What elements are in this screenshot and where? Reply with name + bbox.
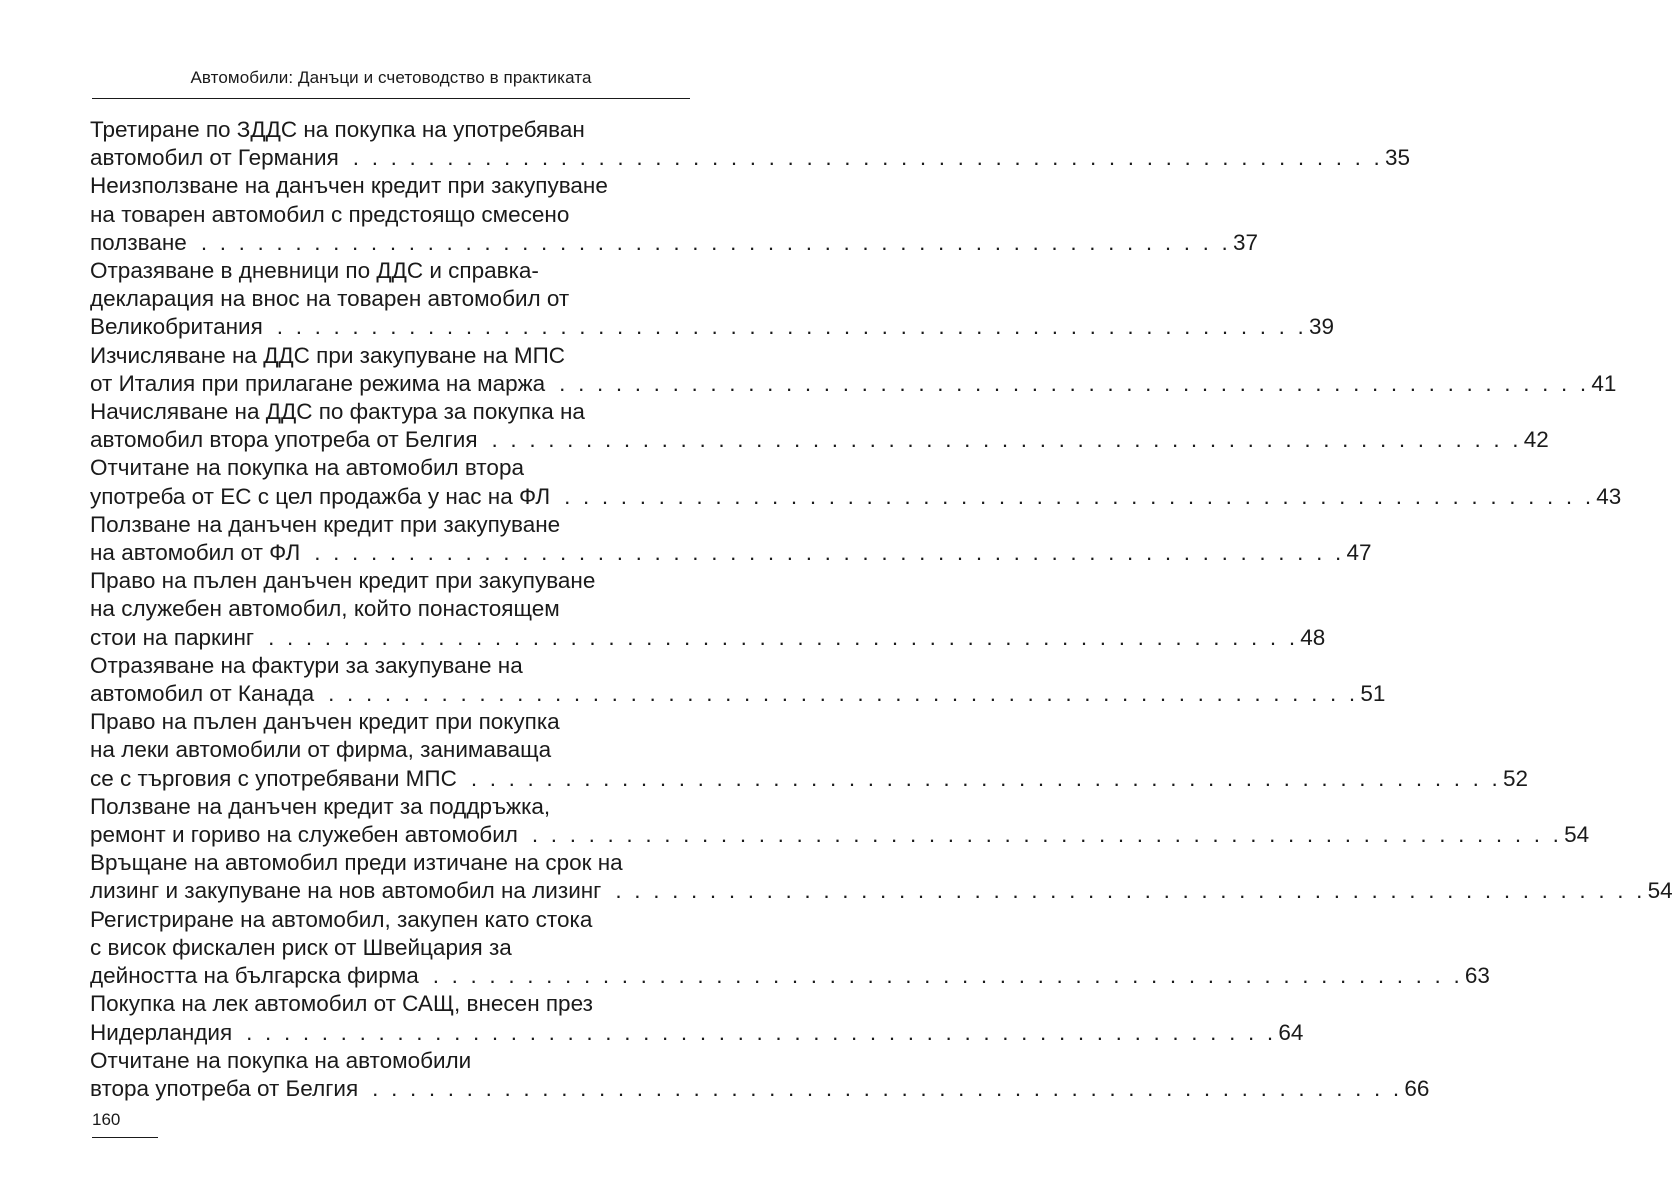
dot-leader: . . . . . . . . . . . . . . . . . . . . . . . . . . . . . . . . . . . . . . . . . . . . . . . . . . . . . . . (615, 878, 1646, 904)
toc-entry-title-line: Нидерландия (90, 1019, 233, 1045)
toc-entry-title-line: ползване (90, 229, 187, 255)
dot-leader: . . . . . . . . . . . . . . . . . . . . . . . . . . . . . . . . . . . . . . . . . . . . . . . . . . . . . . . (352, 145, 1383, 171)
toc-entry-title-line: Отразяване в дневници по ДДС и справка- (90, 258, 539, 284)
toc-page-number: 48 (1300, 624, 1326, 650)
toc-entry-last-line (90, 313, 1335, 341)
toc-page-number: 43 (1596, 483, 1622, 509)
toc-page-number: 54 (1647, 878, 1673, 904)
toc-entry-title-line: декларация на внос на товарен автомобил от (90, 286, 570, 312)
toc-entry-title-line: автомобил от Германия (90, 145, 339, 171)
toc-entry-title-line: на автомобил от ФЛ (90, 540, 301, 566)
dot-leader: . . . . . . . . . . . . . . . . . . . . . . . . . . . . . . . . . . . . . . . . . . . . . . . . . . . . . . . (564, 483, 1595, 509)
toc-entry-title-line: Ползване на данъчен кредит при закупуване (90, 511, 561, 537)
toc-entry-title-line: Право на пълен данъчен кредит при закупуване (90, 568, 596, 594)
toc-entry-title-line: дейността на българска фирма (90, 963, 419, 989)
toc-entry-title-line: втора употреба от Белгия (90, 1075, 359, 1101)
toc-entry-title-line: на товарен автомобил с предстоящо смесено (90, 201, 570, 227)
dot-leader: . . . . . . . . . . . . . . . . . . . . . . . . . . . . . . . . . . . . . . . . . . . . . . . . . . . . . . . (559, 370, 1590, 396)
toc-entry (90, 990, 1304, 1046)
toc-entry (90, 511, 1372, 567)
toc-entry (90, 172, 1259, 257)
toc-entry-title-line: се с търговия с употребявани МПС (90, 765, 457, 791)
toc-entry-title-line: Регистриране на автомобил, закупен като стока (90, 906, 593, 932)
toc-page-number: 35 (1384, 145, 1411, 171)
toc-entry-title-line: Третиране по ЗДДС на покупка на употребяван (90, 117, 585, 142)
toc-entry-last-line (90, 680, 1386, 708)
toc-entry-title-line: лизинг и закупуване на нов автомобил на лизинг (90, 878, 602, 904)
toc-entry-last-line (90, 765, 1529, 793)
toc-page-number: 54 (1564, 822, 1590, 848)
toc-entry-last-line (90, 229, 1259, 257)
toc-entry (90, 257, 1335, 342)
dot-leader: . . . . . . . . . . . . . . . . . . . . . . . . . . . . . . . . . . . . . . . . . . . . . . . . . . . . . . . (470, 765, 1501, 791)
running-header: Автомобили: Данъци и счетоводство в практиката (190, 68, 592, 87)
toc-entry (90, 1047, 1430, 1103)
toc-entry-last-line (90, 962, 1490, 990)
toc-entry-last-line (90, 1019, 1304, 1047)
toc-entry-title-line: ремонт и гориво на служебен автомобил (90, 822, 518, 848)
toc-entry (90, 342, 1617, 398)
toc-page-number: 41 (1591, 370, 1617, 396)
toc-entry (90, 652, 1386, 708)
dot-leader: . . . . . . . . . . . . . . . . . . . . . . . . . . . . . . . . . . . . . . . . . . . . . . . . . . . . . . . (276, 314, 1307, 340)
dot-leader: . . . . . . . . . . . . . . . . . . . . . . . . . . . . . . . . . . . . . . . . . . . . . . . . . . . . . . . (372, 1075, 1403, 1101)
dot-leader: . . . . . . . . . . . . . . . . . . . . . . . . . . . . . . . . . . . . . . . . . . . . . . . . . . . . . . . (328, 681, 1359, 707)
toc-entry-last-line (90, 370, 1617, 398)
toc-entry-last-line (90, 877, 1673, 905)
toc-entry-title-line: на леки автомобили от фирма, занимаваща (90, 737, 552, 763)
toc-entry-title-line: от Италия при прилагане режима на маржа (90, 370, 546, 396)
toc-entry-title-line: Изчисляване на ДДС при закупуване на МПС (90, 342, 566, 368)
toc-entry (90, 454, 1622, 510)
toc-entry-title-line: Право на пълен данъчен кредит при покупка (90, 709, 560, 735)
toc-entry (90, 849, 1673, 905)
toc-entry (90, 793, 1590, 849)
toc-entry (90, 116, 1411, 172)
toc-entry (90, 708, 1529, 793)
table-of-contents (90, 116, 1673, 1103)
toc-entry-title-line: Връщане на автомобил преди изтичане на срок на (90, 850, 623, 876)
toc-entry-last-line (90, 539, 1372, 567)
toc-page-number: 42 (1523, 427, 1549, 453)
toc-entry (90, 567, 1326, 652)
toc-entry-title-line: Ползване на данъчен кредит за поддръжка, (90, 793, 551, 819)
dot-leader: . . . . . . . . . . . . . . . . . . . . . . . . . . . . . . . . . . . . . . . . . . . . . . . . . . . . . . . (200, 229, 1231, 255)
header-rule (92, 98, 690, 99)
toc-entry-title-line: Покупка на лек автомобил от САЩ, внесен през (90, 991, 593, 1017)
toc-entry-title-line: автомобил втора употреба от Белгия (90, 427, 478, 453)
toc-page-number: 63 (1464, 963, 1490, 989)
toc-page-number: 64 (1278, 1019, 1304, 1045)
toc-entry-title-line: стои на паркинг (90, 624, 255, 650)
toc-entry-last-line (90, 1075, 1430, 1103)
toc-entry-title-line: на служебен автомобил, който понастоящем (90, 596, 560, 622)
toc-page-number: 39 (1308, 314, 1335, 340)
toc-entry (90, 906, 1490, 991)
toc-entry-last-line (90, 426, 1549, 454)
toc-entry-last-line (90, 624, 1326, 652)
toc-entry-title-line: автомобил от Канада (90, 681, 315, 707)
toc-entry-last-line (90, 144, 1411, 172)
toc-entry-title-line: Отчитане на покупка на автомобили (90, 1047, 472, 1073)
toc-page-number: 47 (1346, 540, 1372, 566)
toc-entry-title-line: Начисляване на ДДС по фактура за покупка на (90, 399, 585, 425)
toc-entry-title-line: Отчитане на покупка на автомобил втора (90, 455, 524, 481)
toc-entry-title-line: Отразяване на фактури за закупуване на (90, 652, 523, 678)
page-number: 160 (92, 1110, 121, 1129)
toc-entry (90, 398, 1549, 454)
footer-rule (92, 1137, 158, 1138)
dot-leader: . . . . . . . . . . . . . . . . . . . . . . . . . . . . . . . . . . . . . . . . . . . . . . . . . . . . . . . (246, 1019, 1277, 1045)
toc-page-number: 51 (1360, 681, 1386, 707)
dot-leader: . . . . . . . . . . . . . . . . . . . . . . . . . . . . . . . . . . . . . . . . . . . . . . . . . . . . . . . (491, 427, 1522, 453)
toc-page-number: 52 (1503, 765, 1529, 791)
dot-leader: . . . . . . . . . . . . . . . . . . . . . . . . . . . . . . . . . . . . . . . . . . . . . . . . . . . . . . . (268, 624, 1299, 650)
toc-page-number: 66 (1404, 1075, 1430, 1101)
dot-leader: . . . . . . . . . . . . . . . . . . . . . . . . . . . . . . . . . . . . . . . . . . . . . . . . . . . . . . . (531, 822, 1563, 848)
toc-entry-last-line (90, 821, 1590, 849)
dot-leader: . . . . . . . . . . . . . . . . . . . . . . . . . . . . . . . . . . . . . . . . . . . . . . . . . . . . . . . (432, 963, 1463, 989)
dot-leader: . . . . . . . . . . . . . . . . . . . . . . . . . . . . . . . . . . . . . . . . . . . . . . . . . . . . . . . (314, 540, 1345, 566)
toc-entry-title-line: Великобритания (90, 314, 263, 340)
toc-page-number: 37 (1233, 229, 1259, 255)
toc-entry-title-line: Неизползване на данъчен кредит при закупуване (90, 173, 608, 199)
toc-entry-title-line: с висок фискален риск от Швейцария за (90, 934, 512, 960)
toc-entry-last-line (90, 483, 1622, 511)
toc-entry-title-line: употреба от ЕС с цел продажба у нас на ФЛ (90, 483, 551, 509)
